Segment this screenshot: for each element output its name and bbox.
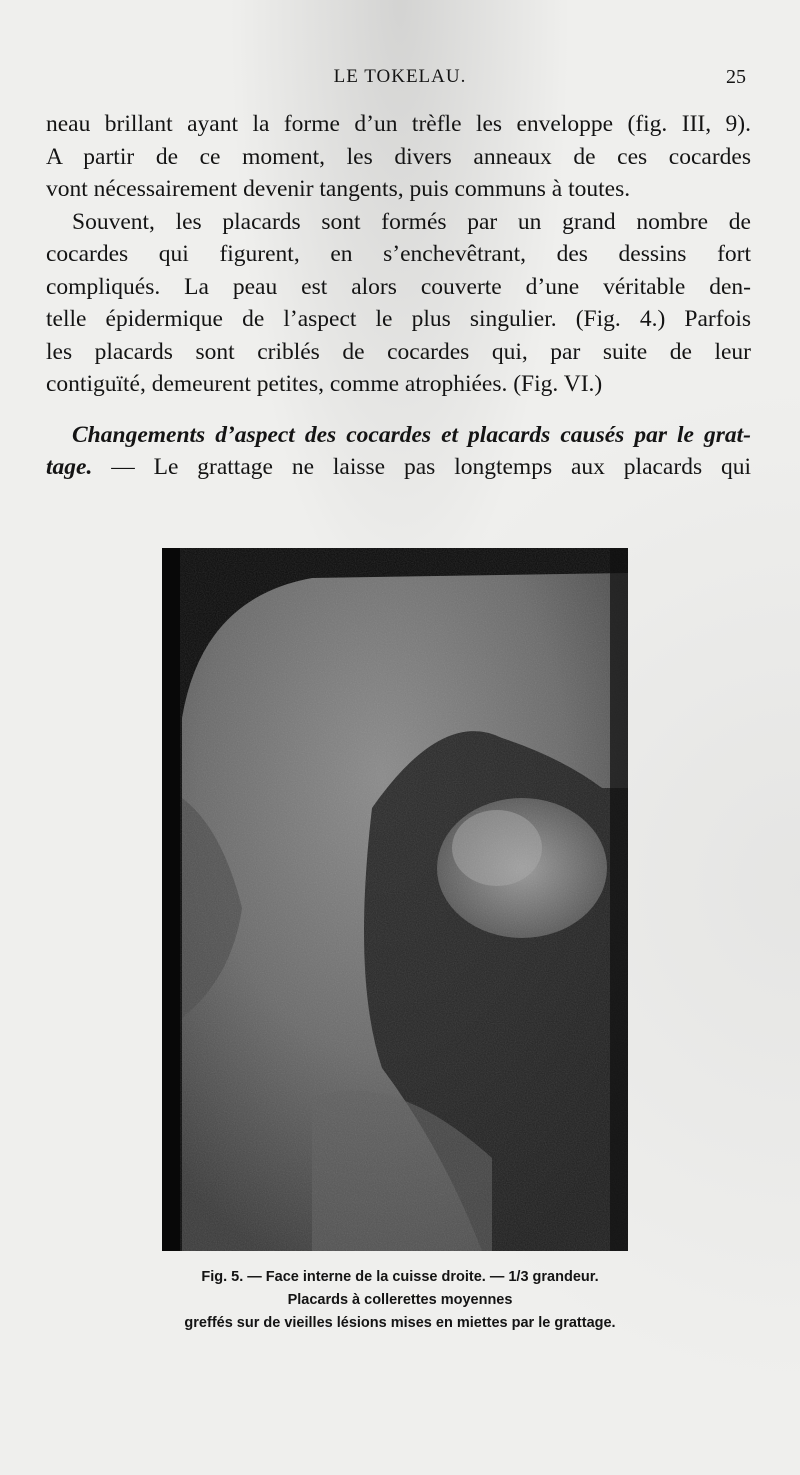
section-heading-end: tage.	[46, 454, 93, 480]
caption-line: greffés sur de vieilles lésions mises en miettes par le grattage.	[184, 1315, 616, 1331]
text-fragment: — Le grattage ne laisse pas longtemps aux placards qui	[92, 454, 751, 480]
text-line	[46, 451, 751, 484]
text-line: telle épidermique de l’aspect le plus singulier. (Fig. 4.) Parfois	[46, 306, 751, 332]
caption-line: Fig. 5. — Face interne de la cuisse droite. — 1/3 grandeur.	[201, 1269, 599, 1285]
caption-line: Placards à collerettes moyennes	[287, 1292, 513, 1308]
text-line: vont nécessairement devenir tangents, puis communs à toutes.	[46, 176, 631, 202]
text-line: A partir de ce moment, les divers anneaux de ces cocardes	[46, 143, 751, 170]
text-line: cocardes qui figurent, en s’enchevêtrant, des dessins fort	[46, 241, 751, 267]
paragraph-gap	[46, 401, 751, 419]
running-head	[0, 64, 800, 94]
thigh-photograph	[162, 548, 628, 1251]
text-line: Souvent, les placards sont formés par un grand nombre de	[72, 208, 751, 235]
text-line: les placards sont criblés de cocardes qui, par suite de leur	[46, 338, 751, 365]
running-title: LE TOKELAU.	[333, 66, 467, 87]
section-heading-line	[46, 419, 751, 452]
text-line: compliqués. La peau est alors couverte d’une véritable den-	[46, 273, 751, 300]
section-heading: Changements d’aspect des cocardes et placards causés par le grat-	[72, 421, 751, 448]
body-text	[46, 108, 751, 484]
page-number: 25	[726, 66, 746, 88]
text-line: neau brillant ayant la forme d’un trèfle les enveloppe (fig. III, 9).	[46, 111, 751, 137]
text-line: contiguïté, demeurent petites, comme atrophiées. (Fig. VI.)	[46, 371, 603, 397]
figure-photograph	[162, 548, 628, 1251]
figure-caption	[100, 1266, 700, 1335]
